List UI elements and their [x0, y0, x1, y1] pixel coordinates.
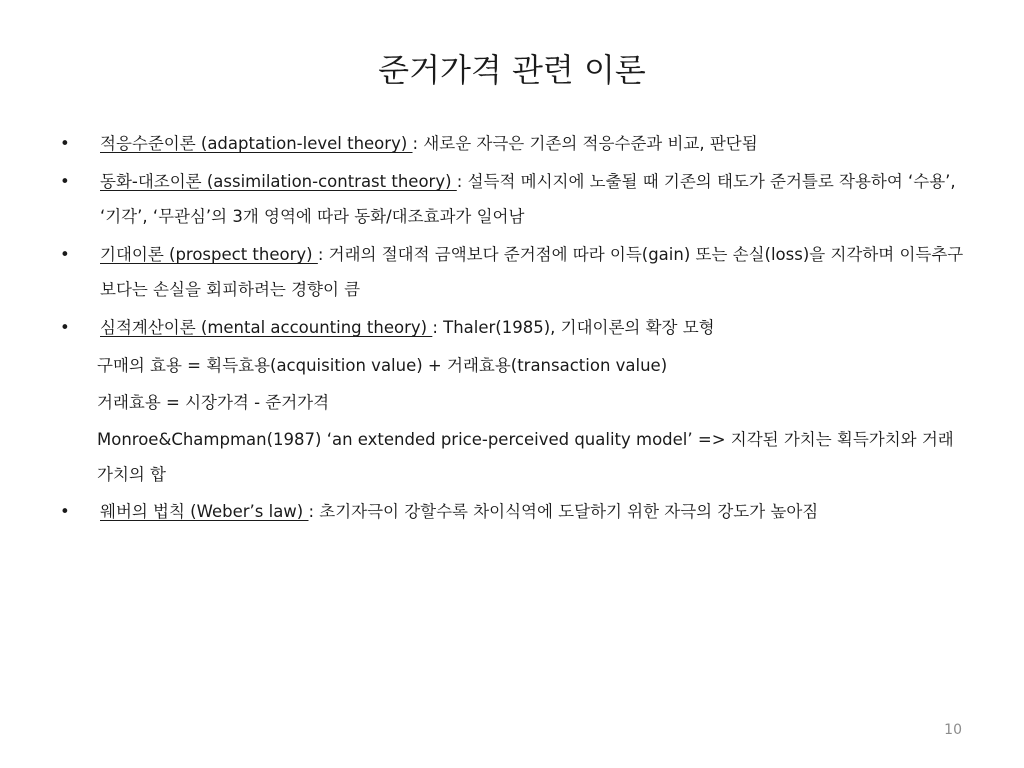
term-label: 웨버의 법칙 (Weber’s law) — [100, 502, 309, 521]
term-description: : 초기자극이 강할수록 차이식역에 도달하기 위한 자극의 강도가 높아짐 — [308, 502, 819, 521]
term-description: : 새로운 자극은 기존의 적응수준과 비교, 판단됨 — [412, 134, 758, 153]
bullet-icon: • — [60, 245, 70, 264]
term-description: : Thaler(1985), 기대이론의 확장 모형 — [432, 318, 715, 337]
sub-line-purchase-utility: 구매의 효용 = 획득효용(acquisition value) + 거래효용(transaction value) — [97, 356, 668, 375]
term-description: : 설득적 메시지에 노출될 때 기존의 태도가 준거틀로 작용하여 ‘수용’, ‘기각’, ‘무관심’의 3개 영역에 따라 동화/대조효과가 일어남 — [100, 172, 956, 226]
bullet-item-assimilation-contrast — [60, 164, 965, 234]
bullet-item-adaptation-level — [60, 126, 965, 161]
bullet-item-webers-law — [60, 494, 965, 529]
term-label: 기대이론 (prospect theory) — [100, 245, 318, 264]
bullet-item-prospect — [60, 237, 965, 307]
bullet-item-mental-accounting — [60, 310, 965, 345]
sub-line-monroe-model: Monroe&Champman(1987) ‘an extended price-perceived quality model’ => 지각된 가치는 획득가치와 거래가치의 합 — [97, 430, 954, 484]
bullet-icon: • — [60, 172, 70, 191]
term-label: 심적계산이론 (mental accounting theory) — [100, 318, 433, 337]
bullet-icon: • — [60, 134, 70, 153]
page-number: 10 — [944, 722, 962, 738]
bullet-icon: • — [60, 502, 70, 521]
slide-content — [60, 126, 965, 532]
sub-line-transaction-utility: 거래효용 = 시장가격 - 준거가격 — [97, 393, 330, 412]
slide-title: 준거가격 관련 이론 — [378, 51, 646, 89]
term-label: 동화-대조이론 (assimilation-contrast theory) — [100, 172, 457, 191]
term-label: 적응수준이론 (adaptation-level theory) — [100, 134, 413, 153]
term-description: : 거래의 절대적 금액보다 준거점에 따라 이득(gain) 또는 손실(loss)을 지각하며 이득추구보다는 손실을 회피하려는 경향이 큼 — [100, 245, 964, 299]
bullet-icon: • — [60, 318, 70, 337]
